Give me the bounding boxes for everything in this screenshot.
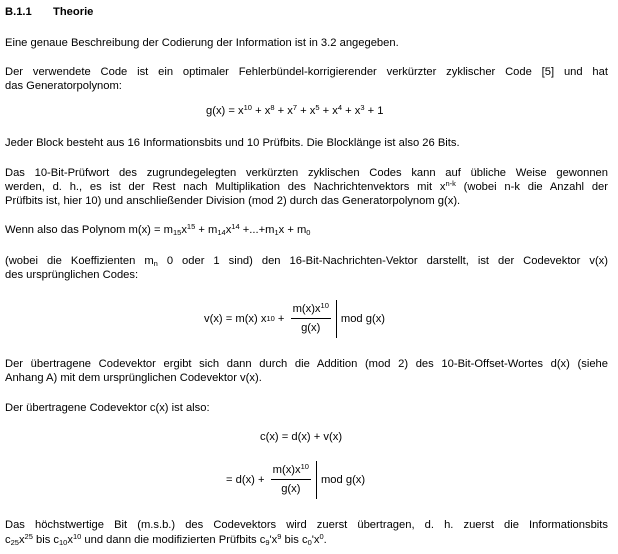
paragraph-transmitted-line2: Anhang A) mit dem ursprünglichen Codevektor v(x). <box>5 372 262 384</box>
fraction: $\frac{m(x)x^{10}}{g(x)}$ <box>292 301 329 334</box>
paragraph-block: Jeder Block besteht aus 16 Informationsbits und 10 Prüfbits. Die Blocklänge ist also 26 Bits. <box>5 137 460 149</box>
section-number: B.1.1 <box>5 6 32 18</box>
paragraph-code-line1: Der verwendete Code ist ein optimaler Fehlerbündel-korrigierender verkürzter zyklischer Code [5] und hat <box>5 66 608 78</box>
paragraph-codevector-c: Der übertragene Codevektor c(x) ist also: <box>5 402 210 414</box>
paragraph-msb-line2: $c_{25}x^{25}$ bis $c_{10}x^{10}$ und dann die modifizierten Prüfbits $c_9'x^9$ bis $c_0'x^0$. <box>5 532 327 547</box>
equation-generator-polynomial: $g(x) = x^{10} + x^8 + x^7 + x^5 + x^4 + x^3 + 1$ <box>206 103 384 117</box>
remainder-bar <box>316 461 317 499</box>
equation-codevector: v(x) = m(x) x 10 + $\frac{m(x)x^{10}}{g(x)}$ mod g(x) <box>204 300 385 338</box>
equation-c-sum: c(x) = d(x) + v(x) <box>260 431 343 443</box>
fraction: $\frac{m(x)x^{10}}{g(x)}$ <box>272 462 309 495</box>
paragraph-transmitted-line1: Der übertragene Codevektor ergibt sich dann durch die Addition (mod 2) des 10-Bit-Offset-Wortes d(x) (siehe <box>5 358 608 370</box>
paragraph-coefficients-line1: (wobei die Koeffizienten $m_n$ 0 oder 1 sind) den 16-Bit-Nachrichten-Vektor darstellt, ist der Codevektor v(x) <box>5 255 609 268</box>
paragraph-code-line2: das Generatorpolynom: <box>5 80 122 92</box>
paragraph-checkword-line2: werden, d. h., es ist der Rest nach Multiplikation des Nachrichtenvektors mit $x^{n-k}$ (wobei n-k die Anzahl der <box>5 179 608 193</box>
paragraph-msb-line1: Das höchstwertige Bit (m.s.b.) des Codevektors wird zuerst übertragen, d. h. zuerst die Informationsbits <box>5 519 608 531</box>
paragraph-checkword-line3: Prüfbits ist, hier 10) und anschließender Division (mod 2) durch das Generatorpolynom g(x). <box>5 195 461 207</box>
remainder-bar <box>336 300 337 338</box>
paragraph-checkword-line1: Das 10-Bit-Prüfwort des zugrundegelegten verkürzten zyklischen Codes kann auf übliche Weise gewonnen <box>5 167 608 179</box>
section-title: Theorie <box>53 6 94 18</box>
section-heading <box>5 6 93 19</box>
paragraph-coefficients-line2: des ursprünglichen Codes: <box>5 269 139 281</box>
paragraph-intro: Eine genaue Beschreibung der Codierung der Information ist in 3.2 angegeben. <box>5 37 399 49</box>
paragraph-polynomial: Wenn also das Polynom $m(x) = m_{15}x^{15} + m_{14}x^{14} +...+m_1x + m_0$ <box>5 222 311 237</box>
equation-c-expanded: = d(x) + $\frac{m(x)x^{10}}{g(x)}$ mod g(x) <box>226 461 365 499</box>
